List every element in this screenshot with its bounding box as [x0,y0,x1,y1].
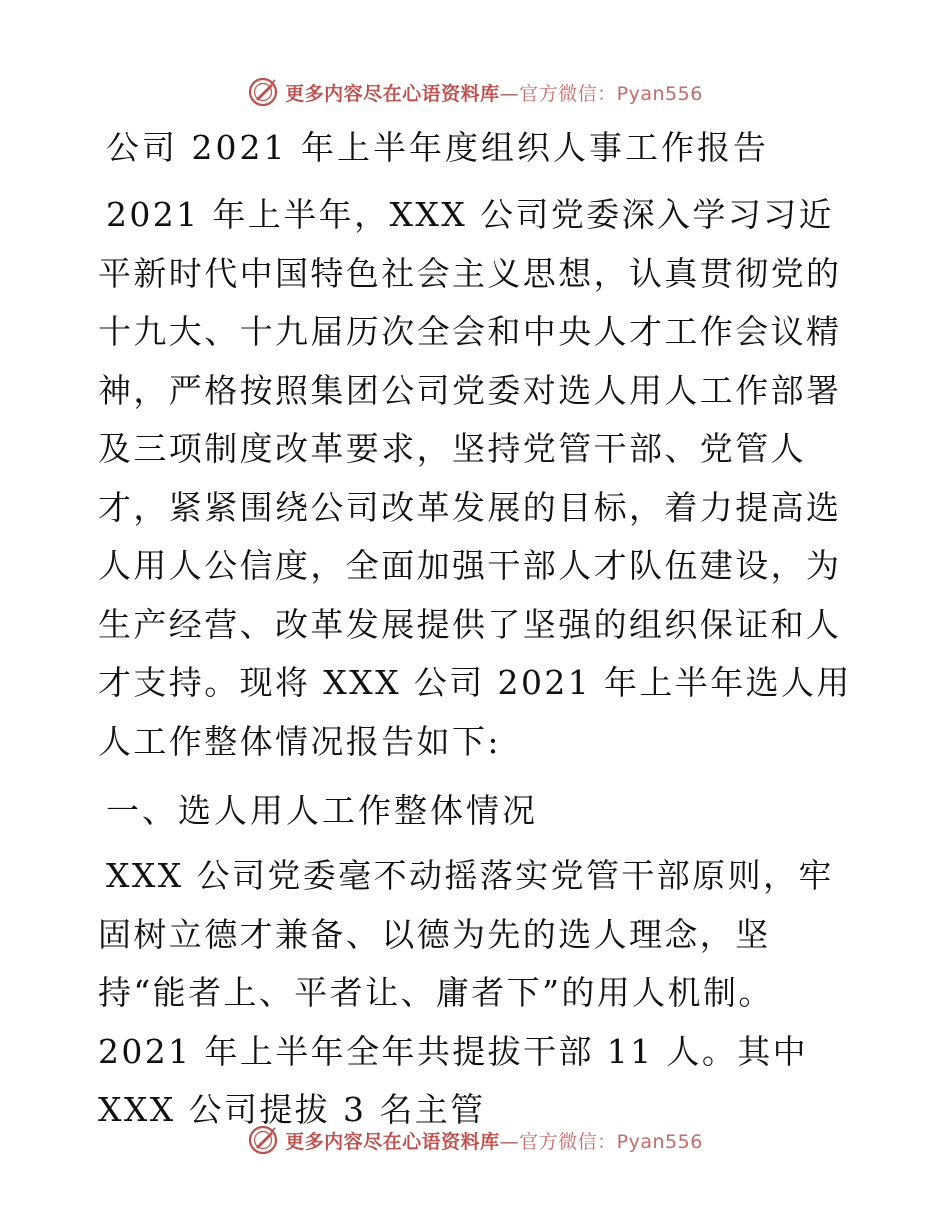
document-title: 公司 2021 年上半年度组织人事工作报告 [106,128,769,167]
watermark-contact: 官方微信：Pyan556 [519,1130,703,1153]
watermark-main: 更多内容尽在心语资料库 [285,1130,500,1153]
section-heading: 一、选人用人工作整体情况 [106,791,538,830]
watermark-text [285,79,703,106]
quill-seal-icon [247,1124,279,1156]
watermark-text [285,1127,703,1154]
quill-seal-icon [247,76,279,108]
section-paragraph: XXX 公司党委毫不动摇落实党管干部原则，牢固树立德才兼备、以德为先的选人理念，坚持“能者上、平者让、庸者下”的用人机制。2021 年上半年全年共提拔干部 11 人。其中 XXX 公司提拔 3 名主管 [98,856,834,1129]
header-watermark [0,72,950,112]
watermark-separator: — [499,1130,520,1153]
watermark-contact: 官方微信：Pyan556 [519,82,703,105]
watermark-separator: — [499,82,520,105]
watermark-main: 更多内容尽在心语资料库 [285,82,500,105]
footer-watermark [0,1120,950,1160]
document-body [98,122,858,1140]
intro-paragraph: 2021 年上半年，XXX 公司党委深入学习习近平新时代中国特色社会主义思想，认真贯彻党的十九大、十九届历次全会和中央人才工作会议精神，严格按照集团公司党委对选人用人工作部署及三项制度改革要求，坚持党管干部、党管人才，紧紧围绕公司改革发展的目标，着力提高选人用人公信度，全面加强干部人才队伍建设，为生产经营、改革发展提供了坚强的组织保证和人才支持。现将 XXX 公司 2021 年上半年选人用人工作整体情况报告如下: [98,195,852,761]
